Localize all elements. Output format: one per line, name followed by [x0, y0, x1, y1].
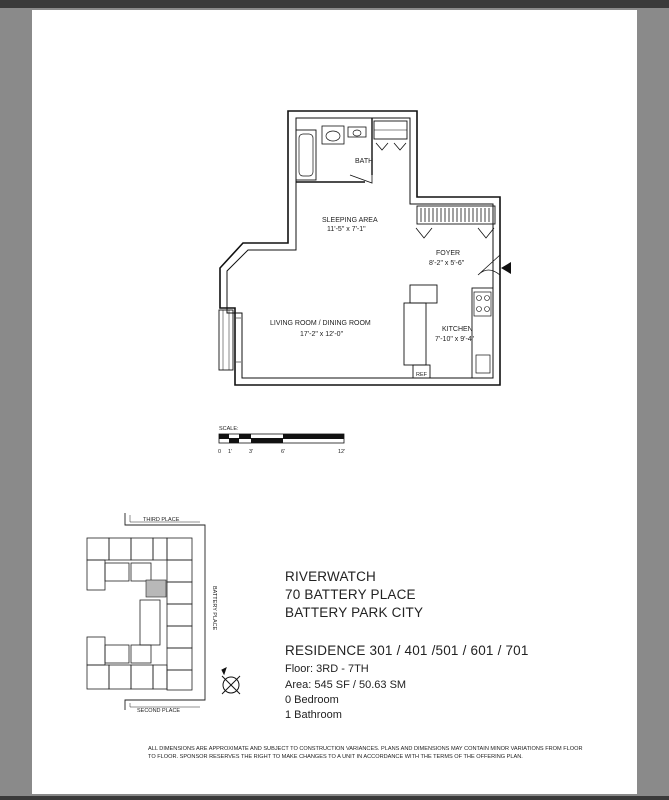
- legal-disclaimer: ALL DIMENSIONS ARE APPROXIMATE AND SUBJECT TO CONSTRUCTION VARIANCES. PLANS AND DIMENSIONS MAY CONTAIN MINOR VARIATIONS FROM FLOOR TO FLOOR. SPONSOR RESERVES THE RIGHT TO MAKE CHANGES TO A UNIT IN ACCORDANCE WITH THE TERMS OF THE OFFERING PLAN.: [148, 746, 583, 760]
- building-address: 70 BATTERY PLACE: [285, 587, 416, 602]
- residence-floor: Floor: 3RD - 7TH: [285, 663, 369, 675]
- building-area: BATTERY PARK CITY: [285, 605, 424, 620]
- refrigerator-label: REF: [416, 372, 427, 378]
- residence-area: Area: 545 SF / 50.63 SM: [285, 679, 407, 691]
- room-dims-kitchen: 7'-10" x 9'-4": [435, 336, 475, 343]
- street-label-right: BATTERY PLACE: [211, 586, 217, 631]
- room-dims-living-dining: 17'-2" x 12'-0": [300, 331, 344, 338]
- residence-bathrooms: 1 Bathroom: [285, 709, 342, 721]
- residence-title: RESIDENCE 301 / 401 /501 / 601 / 701: [285, 643, 529, 658]
- entry-arrow-icon: [501, 262, 511, 274]
- outer-wall: [220, 111, 500, 385]
- street-label-top: THIRD PLACE: [143, 517, 180, 523]
- scale-tick-12: 12': [338, 449, 346, 455]
- scale-title: SCALE:: [219, 426, 239, 432]
- room-label-living-dining: LIVING ROOM / DINING ROOM: [270, 320, 371, 327]
- scale-tick-3: 3': [249, 449, 254, 455]
- room-dims-foyer: 8'-2" x 5'-6": [429, 260, 465, 267]
- scale-tick-1: 1': [228, 449, 233, 455]
- compass-icon: [222, 668, 240, 694]
- residence-bedrooms: 0 Bedroom: [285, 694, 339, 706]
- street-label-bottom: SECOND PLACE: [137, 708, 181, 714]
- room-label-bath: BATH: [355, 158, 374, 165]
- room-dims-sleeping-area: 11'-5" x 7'-1": [327, 226, 366, 233]
- room-label-foyer: FOYER: [436, 250, 461, 257]
- scale-bar: [218, 426, 345, 455]
- building-name: RIVERWATCH: [285, 569, 377, 584]
- closet-hatch: [421, 208, 489, 222]
- scale-tick-6: 6': [281, 449, 286, 455]
- room-label-sleeping-area: SLEEPING AREA: [322, 217, 378, 224]
- key-plan: [87, 513, 205, 710]
- room-label-kitchen: KITCHEN: [442, 326, 473, 333]
- scale-tick-0: 0: [218, 449, 222, 455]
- key-plan-unit-highlight: [146, 580, 166, 597]
